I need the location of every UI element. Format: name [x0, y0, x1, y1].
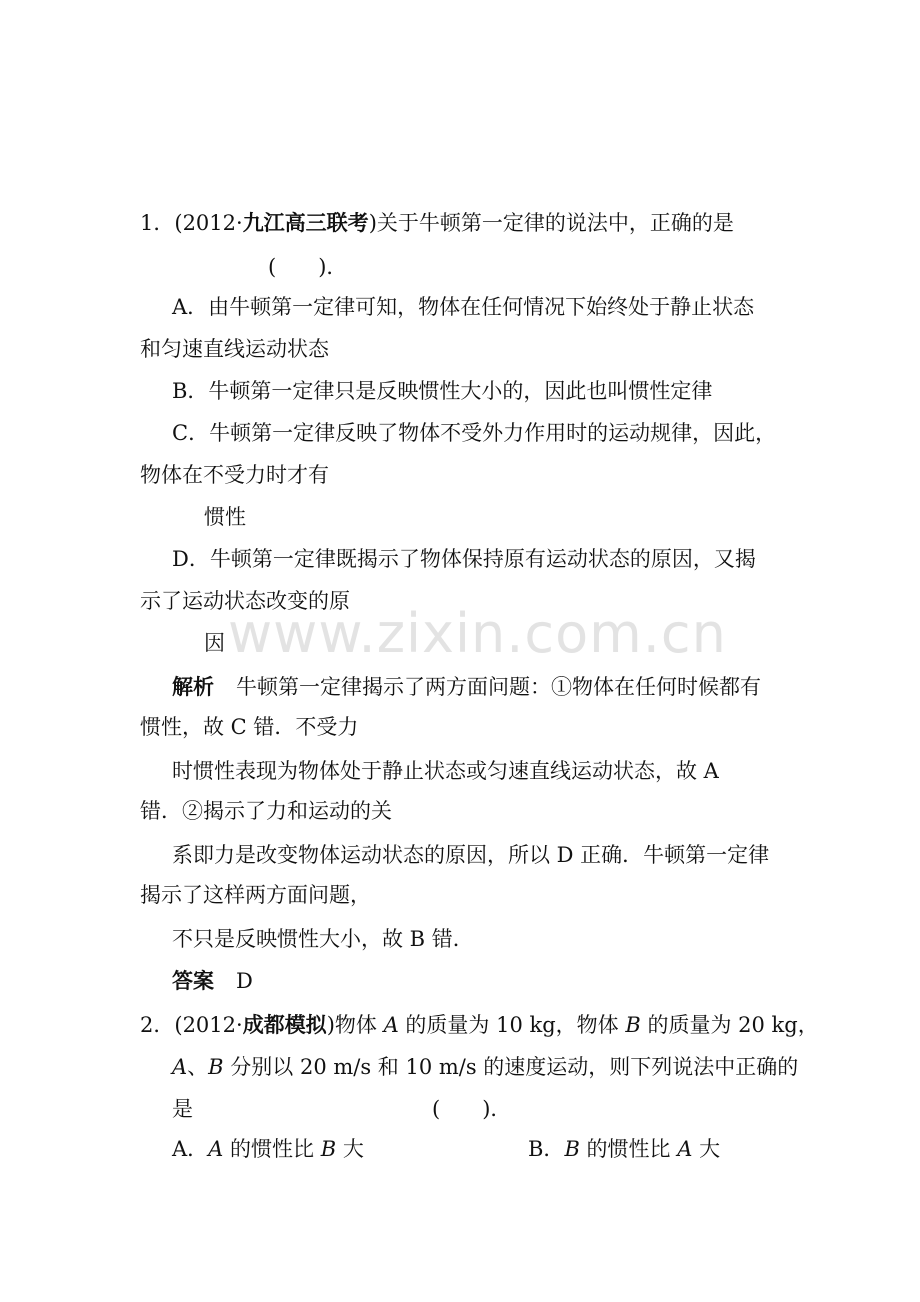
q2-stem-line1	[140, 1011, 819, 1039]
q2-source: 成都模拟	[242, 1012, 327, 1037]
q1-explanation-line7: 不只是反映惯性大小，故 B 错．	[172, 927, 474, 951]
q2-option-b-end: 大	[692, 1137, 721, 1161]
q2-source-open: (2012·	[174, 1013, 243, 1037]
q2-stem-line2	[172, 1053, 798, 1081]
q1-option-c-line2: 物体在不受力时才有	[140, 463, 329, 487]
q2-var-b: B	[625, 1013, 641, 1037]
q2-var-b: B	[564, 1137, 580, 1161]
q2-text-1c: 的质量为 20 kg，	[640, 1013, 819, 1037]
q1-explanation-label: 解析	[172, 674, 214, 699]
q1-option-c-line1: C．牛顿第一定律反映了物体不受外力作用时的运动规律，因此，	[172, 421, 777, 445]
q2-option-b	[528, 1135, 720, 1163]
q1-option-d-line1: D．牛顿第一定律既揭示了物体保持原有运动状态的原因，又揭	[172, 547, 756, 571]
q1-source: 九江高三联考	[242, 210, 369, 235]
q1-option-a-line2: 和匀速直线运动状态	[140, 337, 329, 361]
q2-stem-line3: 是	[172, 1097, 193, 1121]
q1-stem: 关于牛顿第一定律的说法中，正确的是	[376, 211, 734, 235]
q1-number: 1．	[140, 211, 175, 235]
q1-stem-line	[140, 209, 734, 237]
q1-option-b: B．牛顿第一定律只是反映惯性大小的，因此也叫惯性定律	[172, 379, 713, 403]
q2-text-1b: 的质量为 10 kg，物体	[398, 1013, 626, 1037]
q1-explanation-line4: 错．②揭示了力和运动的关	[140, 799, 392, 823]
q1-explanation-line1	[172, 673, 761, 701]
q1-option-d-line3: 因	[204, 631, 225, 655]
q1-answer-value: D	[236, 969, 253, 993]
q1-answer-paren: ( )．	[268, 255, 348, 279]
q2-answer-paren: ( )．	[432, 1097, 512, 1121]
q1-explanation-line5: 系即力是改变物体运动状态的原因，所以 D 正确．牛顿第一定律	[172, 843, 770, 867]
q1-explanation-line3: 时惯性表现为物体处于静止状态或匀速直线运动状态，故 A	[172, 759, 719, 783]
q1-explanation-line2: 惯性，故 C 错．不受力	[140, 715, 359, 739]
q2-option-b-text: 的惯性比	[579, 1137, 678, 1161]
q2-option-b-label: B．	[528, 1137, 565, 1161]
q2-option-a	[172, 1135, 364, 1163]
q2-source-close: )	[326, 1013, 335, 1037]
q1-option-a-line1: A．由牛顿第一定律可知，物体在任何情况下始终处于静止状态	[172, 295, 755, 319]
q2-var-b: B	[208, 1055, 224, 1079]
q1-option-c-line3: 惯性	[204, 505, 246, 529]
q2-var-a: A	[208, 1137, 224, 1161]
q1-answer-line	[172, 967, 253, 995]
q2-text-1a: 物体	[334, 1013, 384, 1037]
q2-option-a-end: 大	[336, 1137, 364, 1161]
q2-option-a-text: 的惯性比	[223, 1137, 321, 1161]
q1-answer-label: 答案	[172, 968, 214, 993]
q2-var-b: B	[320, 1137, 337, 1161]
q2-text-2b: 、	[187, 1055, 209, 1079]
q1-source-open: (2012·	[174, 211, 243, 235]
q2-number: 2．	[140, 1013, 175, 1037]
q1-explanation-line6: 揭示了这样两方面问题，	[140, 883, 371, 907]
q2-option-a-label: A．	[172, 1137, 209, 1161]
q2-var-a: A	[383, 1013, 399, 1037]
q1-source-close: )	[368, 211, 377, 235]
q1-option-d-line2: 示了运动状态改变的原	[140, 589, 350, 613]
q2-var-a: A	[677, 1137, 693, 1161]
q1-explanation-text-1: 牛顿第一定律揭示了两方面问题：①物体在任何时候都有	[236, 675, 761, 699]
q2-var-a: A	[172, 1055, 188, 1079]
watermark: www.zixin.com.cn	[228, 602, 727, 665]
q2-text-2c: 分别以 20 m/s 和 10 m/s 的速度运动，则下列说法中正确的	[223, 1055, 799, 1079]
